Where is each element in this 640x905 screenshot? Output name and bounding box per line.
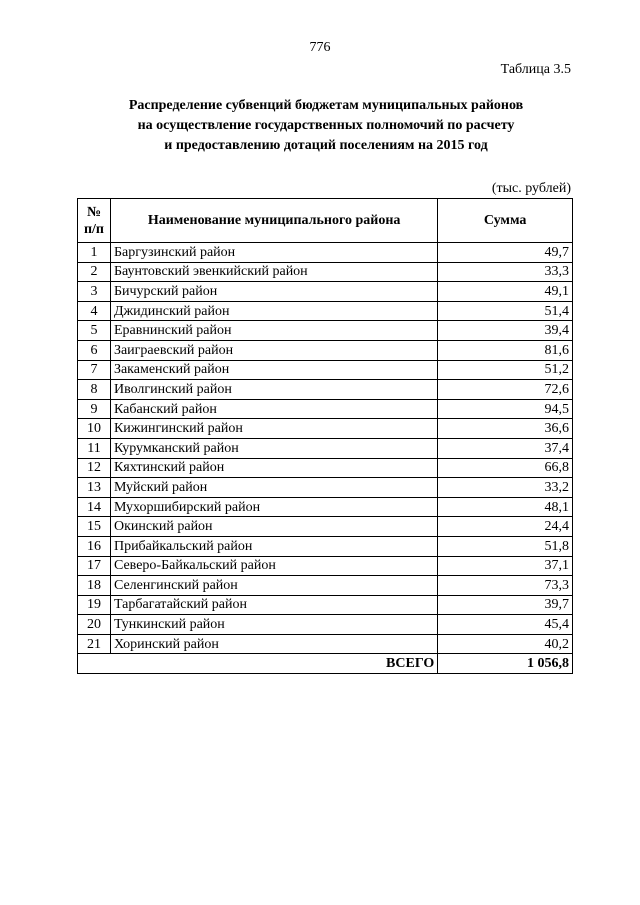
district-sum: 81,6 — [438, 340, 573, 360]
table-row — [78, 595, 573, 615]
district-sum: 36,6 — [438, 419, 573, 439]
district-sum: 39,4 — [438, 321, 573, 341]
table-row — [78, 262, 573, 282]
table-row — [78, 380, 573, 400]
table-row — [78, 615, 573, 635]
row-number: 6 — [78, 340, 111, 360]
header-sum: Сумма — [438, 199, 573, 243]
row-number: 4 — [78, 301, 111, 321]
district-name: Кяхтинский район — [110, 458, 437, 478]
header-number-line2: п/п — [83, 221, 104, 237]
district-name: Баунтовский эвенкийский район — [110, 262, 437, 282]
district-sum: 48,1 — [438, 497, 573, 517]
page-number: 776 — [309, 40, 331, 55]
table-label: Таблица 3.5 — [500, 62, 571, 77]
row-number: 1 — [78, 243, 111, 263]
table-row — [78, 301, 573, 321]
district-sum: 51,4 — [438, 301, 573, 321]
table-row — [78, 576, 573, 596]
district-name: Закаменский район — [110, 360, 437, 380]
district-name: Хоринский район — [110, 634, 437, 654]
district-sum: 39,7 — [438, 595, 573, 615]
header-district-name: Наименование муниципального района — [110, 199, 437, 243]
title-line: на осуществление государственных полномочий по расчету — [137, 118, 515, 133]
district-sum: 73,3 — [438, 576, 573, 596]
district-sum: 51,2 — [438, 360, 573, 380]
row-number: 15 — [78, 517, 111, 537]
row-number: 17 — [78, 556, 111, 576]
district-name: Иволгинский район — [110, 380, 437, 400]
table-row — [78, 497, 573, 517]
district-sum: 66,8 — [438, 458, 573, 478]
district-sum: 94,5 — [438, 399, 573, 419]
district-sum: 33,2 — [438, 478, 573, 498]
header-number — [78, 199, 111, 243]
district-name: Кижингинский район — [110, 419, 437, 439]
district-name: Джидинский район — [110, 301, 437, 321]
row-number: 10 — [78, 419, 111, 439]
row-number: 3 — [78, 282, 111, 302]
district-sum: 33,3 — [438, 262, 573, 282]
total-label: ВСЕГО — [78, 654, 438, 674]
row-number: 16 — [78, 536, 111, 556]
total-row — [78, 654, 573, 674]
table-row — [78, 321, 573, 341]
document-title — [0, 96, 640, 156]
row-number: 9 — [78, 399, 111, 419]
table-header-row — [78, 199, 573, 243]
table-row — [78, 243, 573, 263]
district-sum: 45,4 — [438, 615, 573, 635]
row-number: 19 — [78, 595, 111, 615]
units-note: (тыс. рублей) — [491, 181, 571, 196]
table-body — [78, 243, 573, 654]
district-sum: 37,1 — [438, 556, 573, 576]
row-number: 8 — [78, 380, 111, 400]
district-sum: 49,1 — [438, 282, 573, 302]
table-row — [78, 282, 573, 302]
row-number: 14 — [78, 497, 111, 517]
row-number: 12 — [78, 458, 111, 478]
district-name: Тункинский район — [110, 615, 437, 635]
district-name: Северо-Байкальский район — [110, 556, 437, 576]
table-row — [78, 556, 573, 576]
district-name: Бичурский район — [110, 282, 437, 302]
table-row — [78, 340, 573, 360]
row-number: 13 — [78, 478, 111, 498]
row-number: 5 — [78, 321, 111, 341]
district-sum: 24,4 — [438, 517, 573, 537]
district-sum: 40,2 — [438, 634, 573, 654]
district-name: Прибайкальский район — [110, 536, 437, 556]
table-row — [78, 478, 573, 498]
table-row — [78, 419, 573, 439]
title-line: Распределение субвенций бюджетам муниципальных районов — [128, 98, 524, 113]
row-number: 11 — [78, 438, 111, 458]
district-name: Селенгинский район — [110, 576, 437, 596]
table-row — [78, 517, 573, 537]
row-number: 7 — [78, 360, 111, 380]
total-sum: 1 056,8 — [438, 654, 573, 674]
district-sum: 49,7 — [438, 243, 573, 263]
table-row — [78, 458, 573, 478]
table-row — [78, 536, 573, 556]
district-name: Кабанский район — [110, 399, 437, 419]
row-number: 18 — [78, 576, 111, 596]
district-name: Мухоршибирский район — [110, 497, 437, 517]
table-row — [78, 438, 573, 458]
district-sum: 51,8 — [438, 536, 573, 556]
district-sum: 72,6 — [438, 380, 573, 400]
row-number: 20 — [78, 615, 111, 635]
district-name: Еравнинский район — [110, 321, 437, 341]
district-name: Заиграевский район — [110, 340, 437, 360]
row-number: 2 — [78, 262, 111, 282]
subsidy-table — [77, 198, 573, 674]
district-name: Окинский район — [110, 517, 437, 537]
header-number-line1: № — [86, 204, 102, 220]
title-line: и предоставлению дотаций поселениям на 2015 год — [164, 138, 488, 153]
district-name: Курумканский район — [110, 438, 437, 458]
district-name: Баргузинский район — [110, 243, 437, 263]
table-row — [78, 399, 573, 419]
district-name: Муйский район — [110, 478, 437, 498]
row-number: 21 — [78, 634, 111, 654]
table-row — [78, 634, 573, 654]
table-row — [78, 360, 573, 380]
district-name: Тарбагатайский район — [110, 595, 437, 615]
district-sum: 37,4 — [438, 438, 573, 458]
